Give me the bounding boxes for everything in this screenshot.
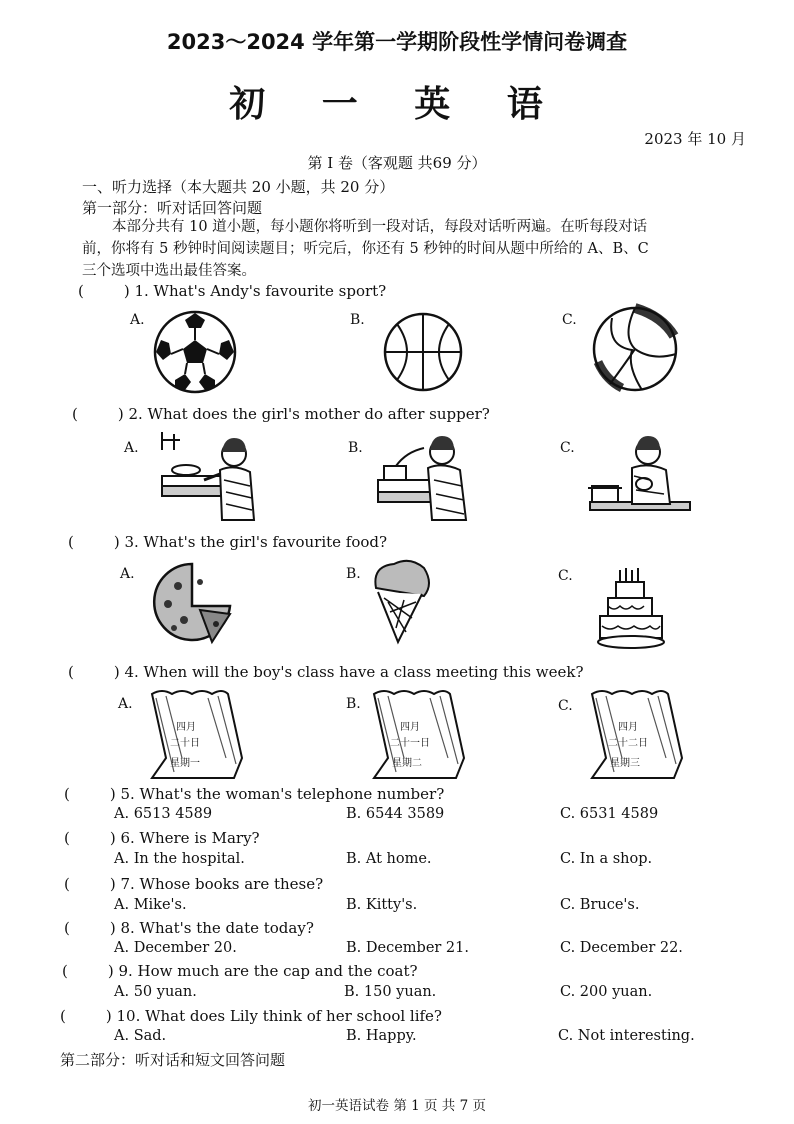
question-6: ( ) 6. Where is Mary? [64, 829, 260, 847]
option-b[interactable]: B. 6544 3589 [346, 806, 445, 822]
answer-blank[interactable]: ( [64, 785, 70, 803]
question-10: ( ) 10. What does Lily think of her school life? [60, 1007, 442, 1025]
calendar-week: 星期一 [170, 758, 200, 769]
question-4: ( ) 4. When will the boy's class have a class meeting this week? [68, 663, 584, 681]
section-listening-title: 一、听力选择（本大题共 20 小题，共 20 分） [82, 178, 395, 196]
calendar-month: 四月 [400, 722, 420, 733]
calendar-week: 星期二 [392, 758, 422, 769]
calendar-wednesday-picture[interactable] [588, 688, 684, 780]
option-b[interactable]: B. At home. [346, 851, 432, 867]
option-a-label: A. [124, 440, 139, 456]
question-9: ( ) 9. How much are the cap and the coat? [62, 962, 418, 980]
paper-part-title: 第 I 卷（客观题 共69 分） [307, 154, 487, 172]
answer-blank[interactable]: ( [62, 962, 68, 980]
option-a-label: A. [130, 312, 145, 328]
question-5: ( ) 5. What's the woman's telephone number? [64, 785, 445, 803]
ice-cream-picture[interactable] [370, 558, 434, 644]
option-c-label: C. [558, 698, 573, 714]
calendar-day: 二十日 [170, 738, 200, 749]
page-footer: 初一英语试卷 第 1 页 共 7 页 [308, 1098, 486, 1114]
option-c[interactable]: C. Bruce's. [560, 897, 640, 913]
option-b[interactable]: B. Happy. [346, 1028, 417, 1044]
washing-dishes-picture[interactable] [160, 430, 260, 522]
subject-title: 初 一 英 语 [229, 84, 565, 125]
pizza-picture[interactable] [150, 560, 234, 644]
calendar-week: 星期三 [610, 758, 640, 769]
answer-blank[interactable]: ( [78, 282, 84, 300]
option-c[interactable]: C. 200 yuan. [560, 984, 653, 1000]
option-b[interactable]: B. Kitty's. [346, 897, 418, 913]
answer-blank[interactable]: ( [68, 663, 74, 681]
birthday-cake-picture[interactable] [596, 566, 666, 650]
instructions-line-2: 前，你将有 5 秒钟时间阅读题目；听完后，你还有 5 秒钟的时间从题中所给的 A、B、C [82, 241, 649, 257]
option-c-label: C. [558, 568, 573, 584]
option-a-label: A. [118, 696, 133, 712]
option-a-label: A. [120, 566, 135, 582]
question-1: ( ) 1. What's Andy's favourite sport? [78, 282, 387, 300]
option-b[interactable]: B. December 21. [346, 940, 469, 956]
instructions-line-1: 本部分共有 10 道小题，每小题你将听到一段对话，每段对话听两遍。在听每段对话 [112, 219, 648, 235]
option-b-label: B. [350, 312, 365, 328]
option-c[interactable]: C. In a shop. [560, 851, 653, 867]
option-c[interactable]: C. December 22. [560, 940, 683, 956]
option-a[interactable]: A. In the hospital. [114, 851, 245, 867]
question-7: ( ) 7. Whose books are these? [64, 875, 324, 893]
option-b[interactable]: B. 150 yuan. [344, 984, 437, 1000]
cooking-picture[interactable] [376, 430, 476, 522]
question-8: ( ) 8. What's the date today? [64, 919, 314, 937]
making-tea-picture[interactable] [588, 432, 692, 522]
calendar-day: 二十一日 [390, 738, 430, 749]
answer-blank[interactable]: ( [60, 1007, 66, 1025]
exam-date: 2023 年 10 月 [644, 130, 746, 148]
option-c-label: C. [562, 312, 577, 328]
answer-blank[interactable]: ( [64, 829, 70, 847]
option-c[interactable]: C. 6531 4589 [560, 806, 659, 822]
option-b-label: B. [348, 440, 363, 456]
calendar-tuesday-picture[interactable] [370, 688, 466, 780]
option-b-label: B. [346, 696, 361, 712]
calendar-monday-picture[interactable] [148, 688, 244, 780]
answer-blank[interactable]: ( [64, 875, 70, 893]
calendar-month: 四月 [618, 722, 638, 733]
option-b-label: B. [346, 566, 361, 582]
option-c[interactable]: C. Not interesting. [558, 1028, 695, 1044]
part2-title: 第二部分：听对话和短文回答问题 [60, 1051, 286, 1069]
option-a[interactable]: A. Sad. [114, 1028, 167, 1044]
instructions-line-3: 三个选项中选出最佳答案。 [82, 263, 256, 279]
question-3: ( ) 3. What's the girl's favourite food? [68, 533, 388, 551]
option-a[interactable]: A. 6513 4589 [114, 806, 213, 822]
calendar-month: 四月 [176, 722, 196, 733]
calendar-day: 二十二日 [608, 738, 648, 749]
exam-header-title: 2023～2024 学年第一学期阶段性学情问卷调查 [166, 30, 628, 54]
answer-blank[interactable]: ( [64, 919, 70, 937]
option-a[interactable]: A. December 20. [114, 940, 237, 956]
answer-blank[interactable]: ( [68, 533, 74, 551]
volleyball-picture[interactable] [592, 306, 678, 392]
option-a[interactable]: A. Mike's. [114, 897, 187, 913]
answer-blank[interactable]: ( [72, 405, 78, 423]
basketball-picture[interactable] [383, 312, 463, 392]
question-2: ( ) 2. What does the girl's mother do after supper? [72, 405, 490, 423]
option-c-label: C. [560, 440, 575, 456]
option-a[interactable]: A. 50 yuan. [114, 984, 197, 1000]
soccer-ball-picture[interactable] [153, 310, 237, 394]
part1-title: 第一部分：听对话回答问题 [82, 199, 263, 217]
